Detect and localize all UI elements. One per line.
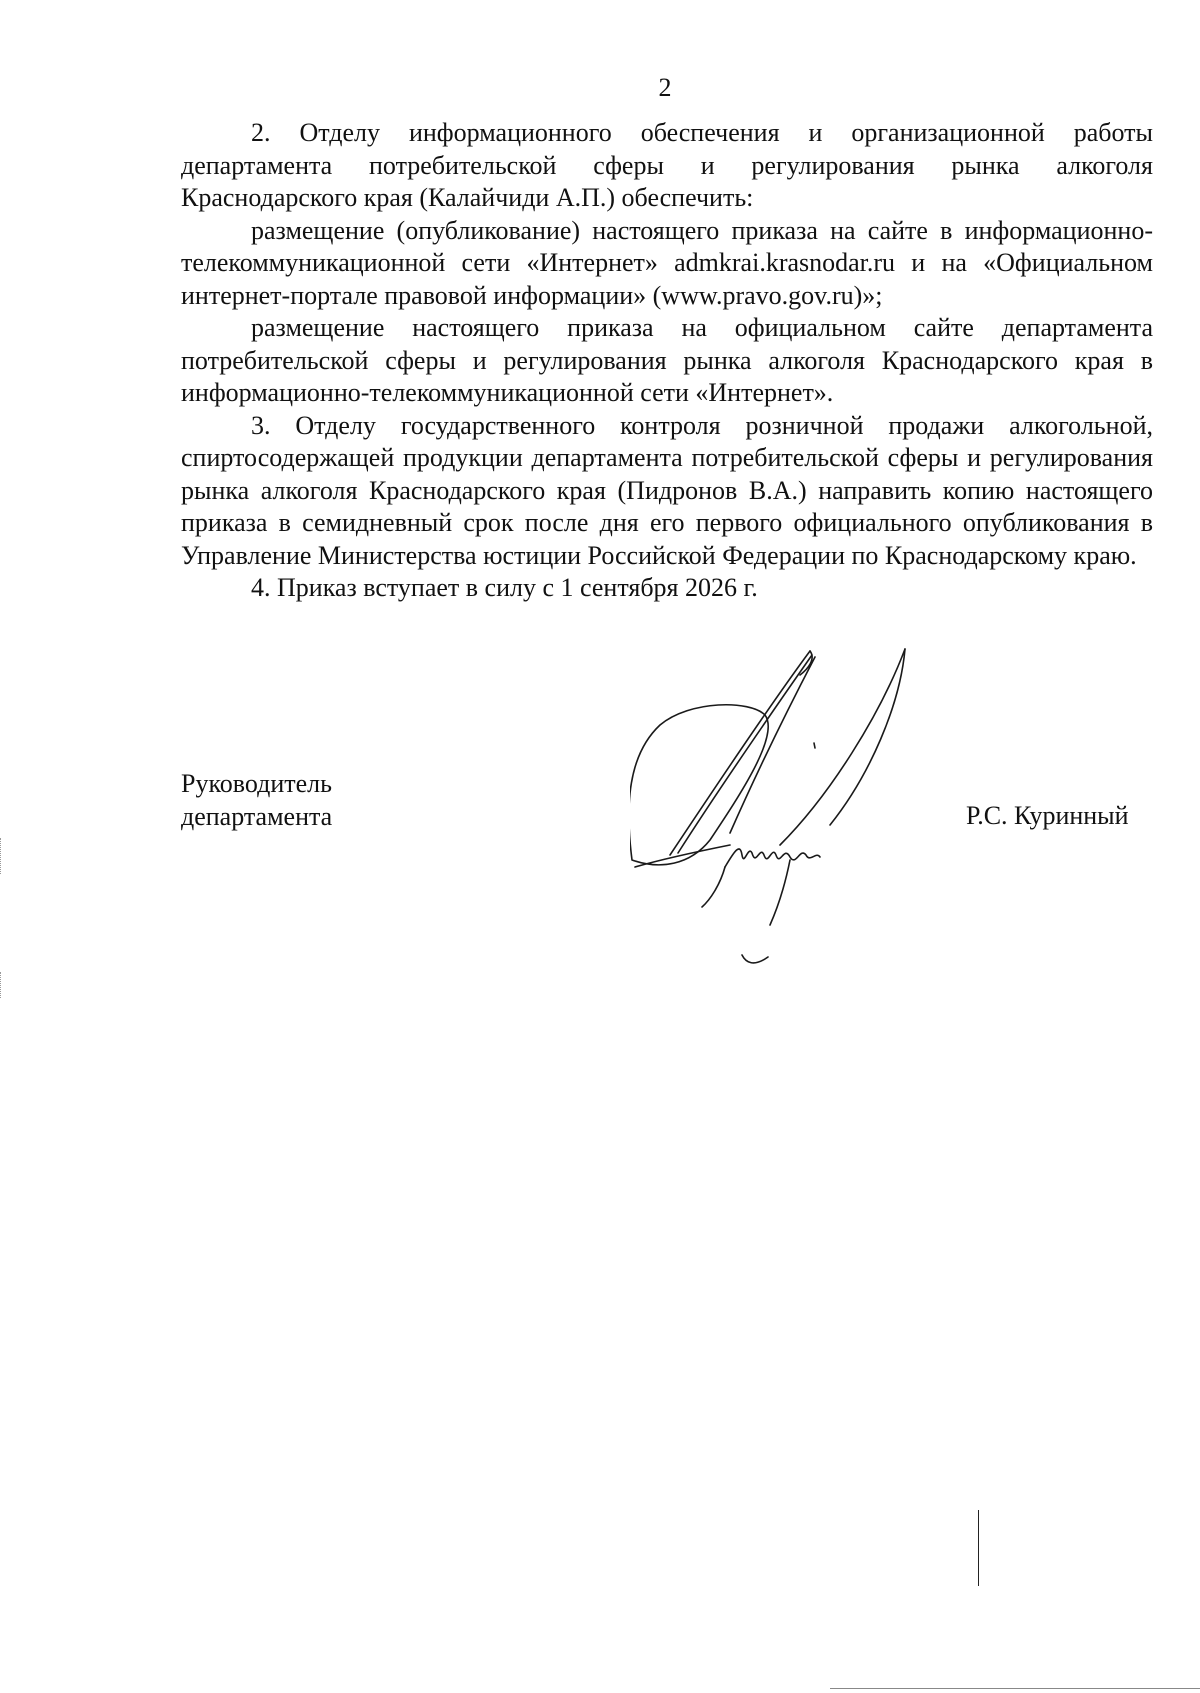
paragraph-2-item-publication: размещение (опубликование) настоящего приказа на сайте в информационно-телекоммуникационной сети «Интернет» admkrai.krasnodar.ru и на «Официальном интернет-портале правовой информации» (www.pravo.gov.ru)»; bbox=[181, 215, 1153, 310]
paragraph-4: 4. Приказ вступает в силу с 1 сентября 2026 г. bbox=[251, 573, 758, 602]
body-text bbox=[181, 117, 1153, 605]
handwritten-signature bbox=[630, 645, 940, 965]
signatory-name: Р.С. Куринный bbox=[966, 801, 1129, 830]
signatory-position bbox=[181, 768, 332, 833]
signatory-position-line2: департамента bbox=[181, 801, 333, 831]
scan-edge-marks-upper bbox=[0, 838, 3, 874]
paragraph-3: 3. Отделу государственного контроля розничной продажи алкогольной, спиртосодержащей продукции департамента потребительской сферы и регулирования рынка алкоголя Краснодарского края (Пидронов В.А.) направить копию настоящего приказа в семидневный срок после дня его первого официального опубликования в Управление Министерства юстиции Российской Федерации по Краснодарскому краю. bbox=[181, 410, 1153, 570]
paragraph-2-item-website: размещение настоящего приказа на официальном сайте департамента потребительской сферы и регулирования рынка алкоголя Краснодарского края в информационно-телекоммуникационной сети «Интернет». bbox=[181, 313, 1153, 407]
paragraph-2: 2. Отделу информационного обеспечения и организационной работы департамента потребительской сферы и регулирования рынка алкоголя Краснодарского края (Калайчиди А.П.) обеспечить: bbox=[181, 118, 1153, 212]
margin-vertical-rule bbox=[978, 1510, 979, 1586]
bottom-edge-line bbox=[830, 1688, 1200, 1689]
scan-edge-marks-lower bbox=[0, 972, 3, 998]
signatory-position-line1: Руководитель bbox=[181, 769, 332, 798]
page-number: 2 bbox=[658, 73, 672, 102]
